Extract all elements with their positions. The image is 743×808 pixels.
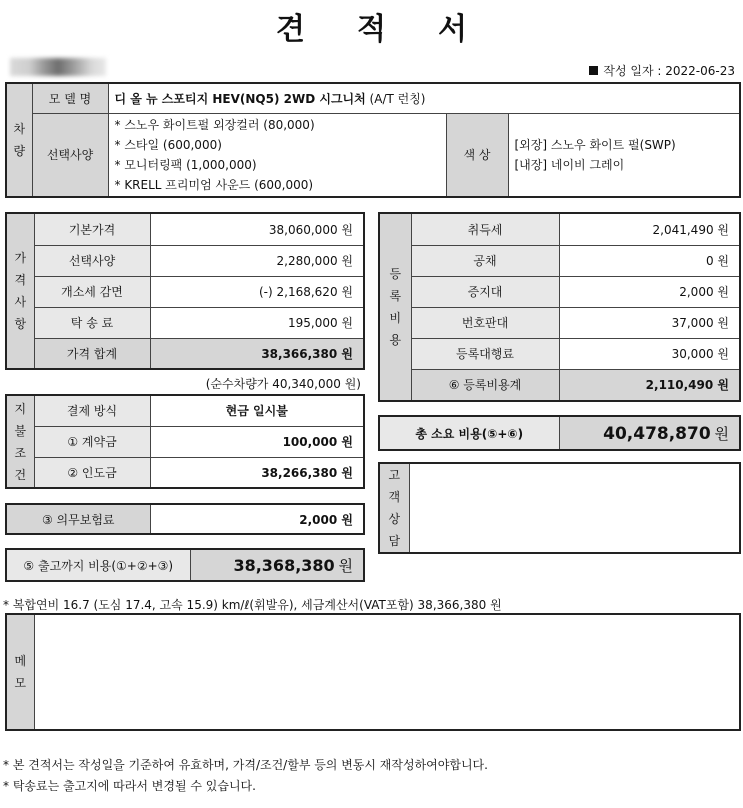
delivery-fee-value: 195,000 원 [150, 307, 364, 338]
color-values [508, 113, 740, 197]
delivery-payment-value: 38,266,380 원 [150, 457, 364, 488]
option-item: * 스노우 화이트펄 외장컬러 (80,000) [114, 117, 315, 132]
release-cost-table [5, 548, 365, 582]
delivery-payment-label: ② 인도금 [34, 457, 150, 488]
insurance-label: ③ 의무보험료 [6, 504, 150, 534]
total-cost-table [378, 415, 741, 451]
release-cost-label: ⑤ 출고까지 비용(①+②+③) [6, 549, 190, 581]
payment-method-label: 결제 방식 [34, 395, 150, 426]
option-item: * KRELL 프리미엄 사운드 (600,000) [114, 177, 314, 192]
bond-label: 공채 [411, 245, 559, 276]
issue-date-text: 작성 일자 : 2022-06-23 [603, 64, 735, 78]
price-section-label: 가 격 사 항 [6, 213, 34, 369]
consult-table [378, 462, 741, 554]
option-item: * 스타일 (600,000) [114, 137, 222, 152]
options-list [108, 113, 446, 197]
square-bullet-icon [589, 66, 598, 75]
agency-fee-label: 등록대행료 [411, 338, 559, 369]
acquisition-tax-value: 2,041,490 원 [559, 213, 740, 245]
options-label: 선택사양 [32, 113, 108, 197]
payment-section-label: 지 불 조 건 [6, 395, 34, 488]
options-price-value: 2,280,000 원 [150, 245, 364, 276]
footnote: * 본 견적서는 작성일을 기준하여 유효하며, 가격/조건/할부 등의 변동시 재작성하여야합니다. [3, 758, 488, 772]
interior-color: [내장] 네이비 그레이 [514, 157, 625, 172]
total-cost-label: 총 소요 비용(⑤+⑥) [379, 416, 559, 450]
agency-fee-value: 30,000 원 [559, 338, 740, 369]
plate-fee-value: 37,000 원 [559, 307, 740, 338]
base-price-value: 38,060,000 원 [150, 213, 364, 245]
vehicle-section-label: 차 량 [6, 83, 32, 197]
color-label: 색 상 [446, 113, 508, 197]
option-item: * 모니터링팩 (1,000,000) [114, 157, 257, 172]
model-value: 디 올 뉴 스포티지 HEV(NQ5) 2WD 시그니처 (A/T 런칭) [108, 83, 740, 113]
base-price-label: 기본가격 [34, 213, 150, 245]
registration-table [378, 212, 741, 402]
document-title: 견적서 [276, 12, 519, 47]
memo-table [5, 613, 741, 731]
bond-value: 0 원 [559, 245, 740, 276]
registration-section-label: 등 록 비 용 [379, 213, 411, 401]
price-table [5, 212, 365, 370]
insurance-table [5, 503, 365, 535]
deposit-value: 100,000 원 [150, 426, 364, 457]
net-price-note: (순수차량가 40,340,000 원) [205, 377, 361, 391]
memo-content [34, 614, 740, 730]
plate-fee-label: 번호판대 [411, 307, 559, 338]
fuel-economy-note: * 복합연비 16.7 (도심 17.4, 고속 15.9) km/ℓ(휘발유), 세금계산서(VAT포함) 38,366,380 원 [3, 598, 502, 612]
price-total-value: 38,366,380 원 [150, 338, 364, 369]
vehicle-table [5, 82, 741, 198]
tax-reduction-label: 개소세 감면 [34, 276, 150, 307]
deposit-label: ① 계약금 [34, 426, 150, 457]
release-cost-value: 38,368,380 원 [190, 549, 364, 581]
exterior-color: [외장] 스노우 화이트 펄(SWP) [514, 137, 676, 152]
stamp-fee-value: 2,000 원 [559, 276, 740, 307]
payment-method-value: 현금 일시불 [150, 395, 364, 426]
registration-total-label: ⑥ 등록비용계 [411, 369, 559, 401]
price-total-label: 가격 합계 [34, 338, 150, 369]
options-price-label: 선택사양 [34, 245, 150, 276]
model-label: 모 델 명 [32, 83, 108, 113]
acquisition-tax-label: 취득세 [411, 213, 559, 245]
stamp-fee-label: 증지대 [411, 276, 559, 307]
total-cost-value: 40,478,870 원 [559, 416, 740, 450]
memo-section-label: 메 모 [6, 614, 34, 730]
payment-table [5, 394, 365, 489]
registration-total-value: 2,110,490 원 [559, 369, 740, 401]
redacted-logo [10, 58, 106, 76]
consult-section-label: 고 객 상 담 [379, 463, 409, 553]
delivery-fee-label: 탁 송 료 [34, 307, 150, 338]
footnote: * 탁송료는 출고지에 따라서 변경될 수 있습니다. [3, 779, 256, 793]
tax-reduction-value: (-) 2,168,620 원 [150, 276, 364, 307]
consult-content [409, 463, 740, 553]
issue-date [589, 62, 735, 79]
insurance-value: 2,000 원 [150, 504, 364, 534]
